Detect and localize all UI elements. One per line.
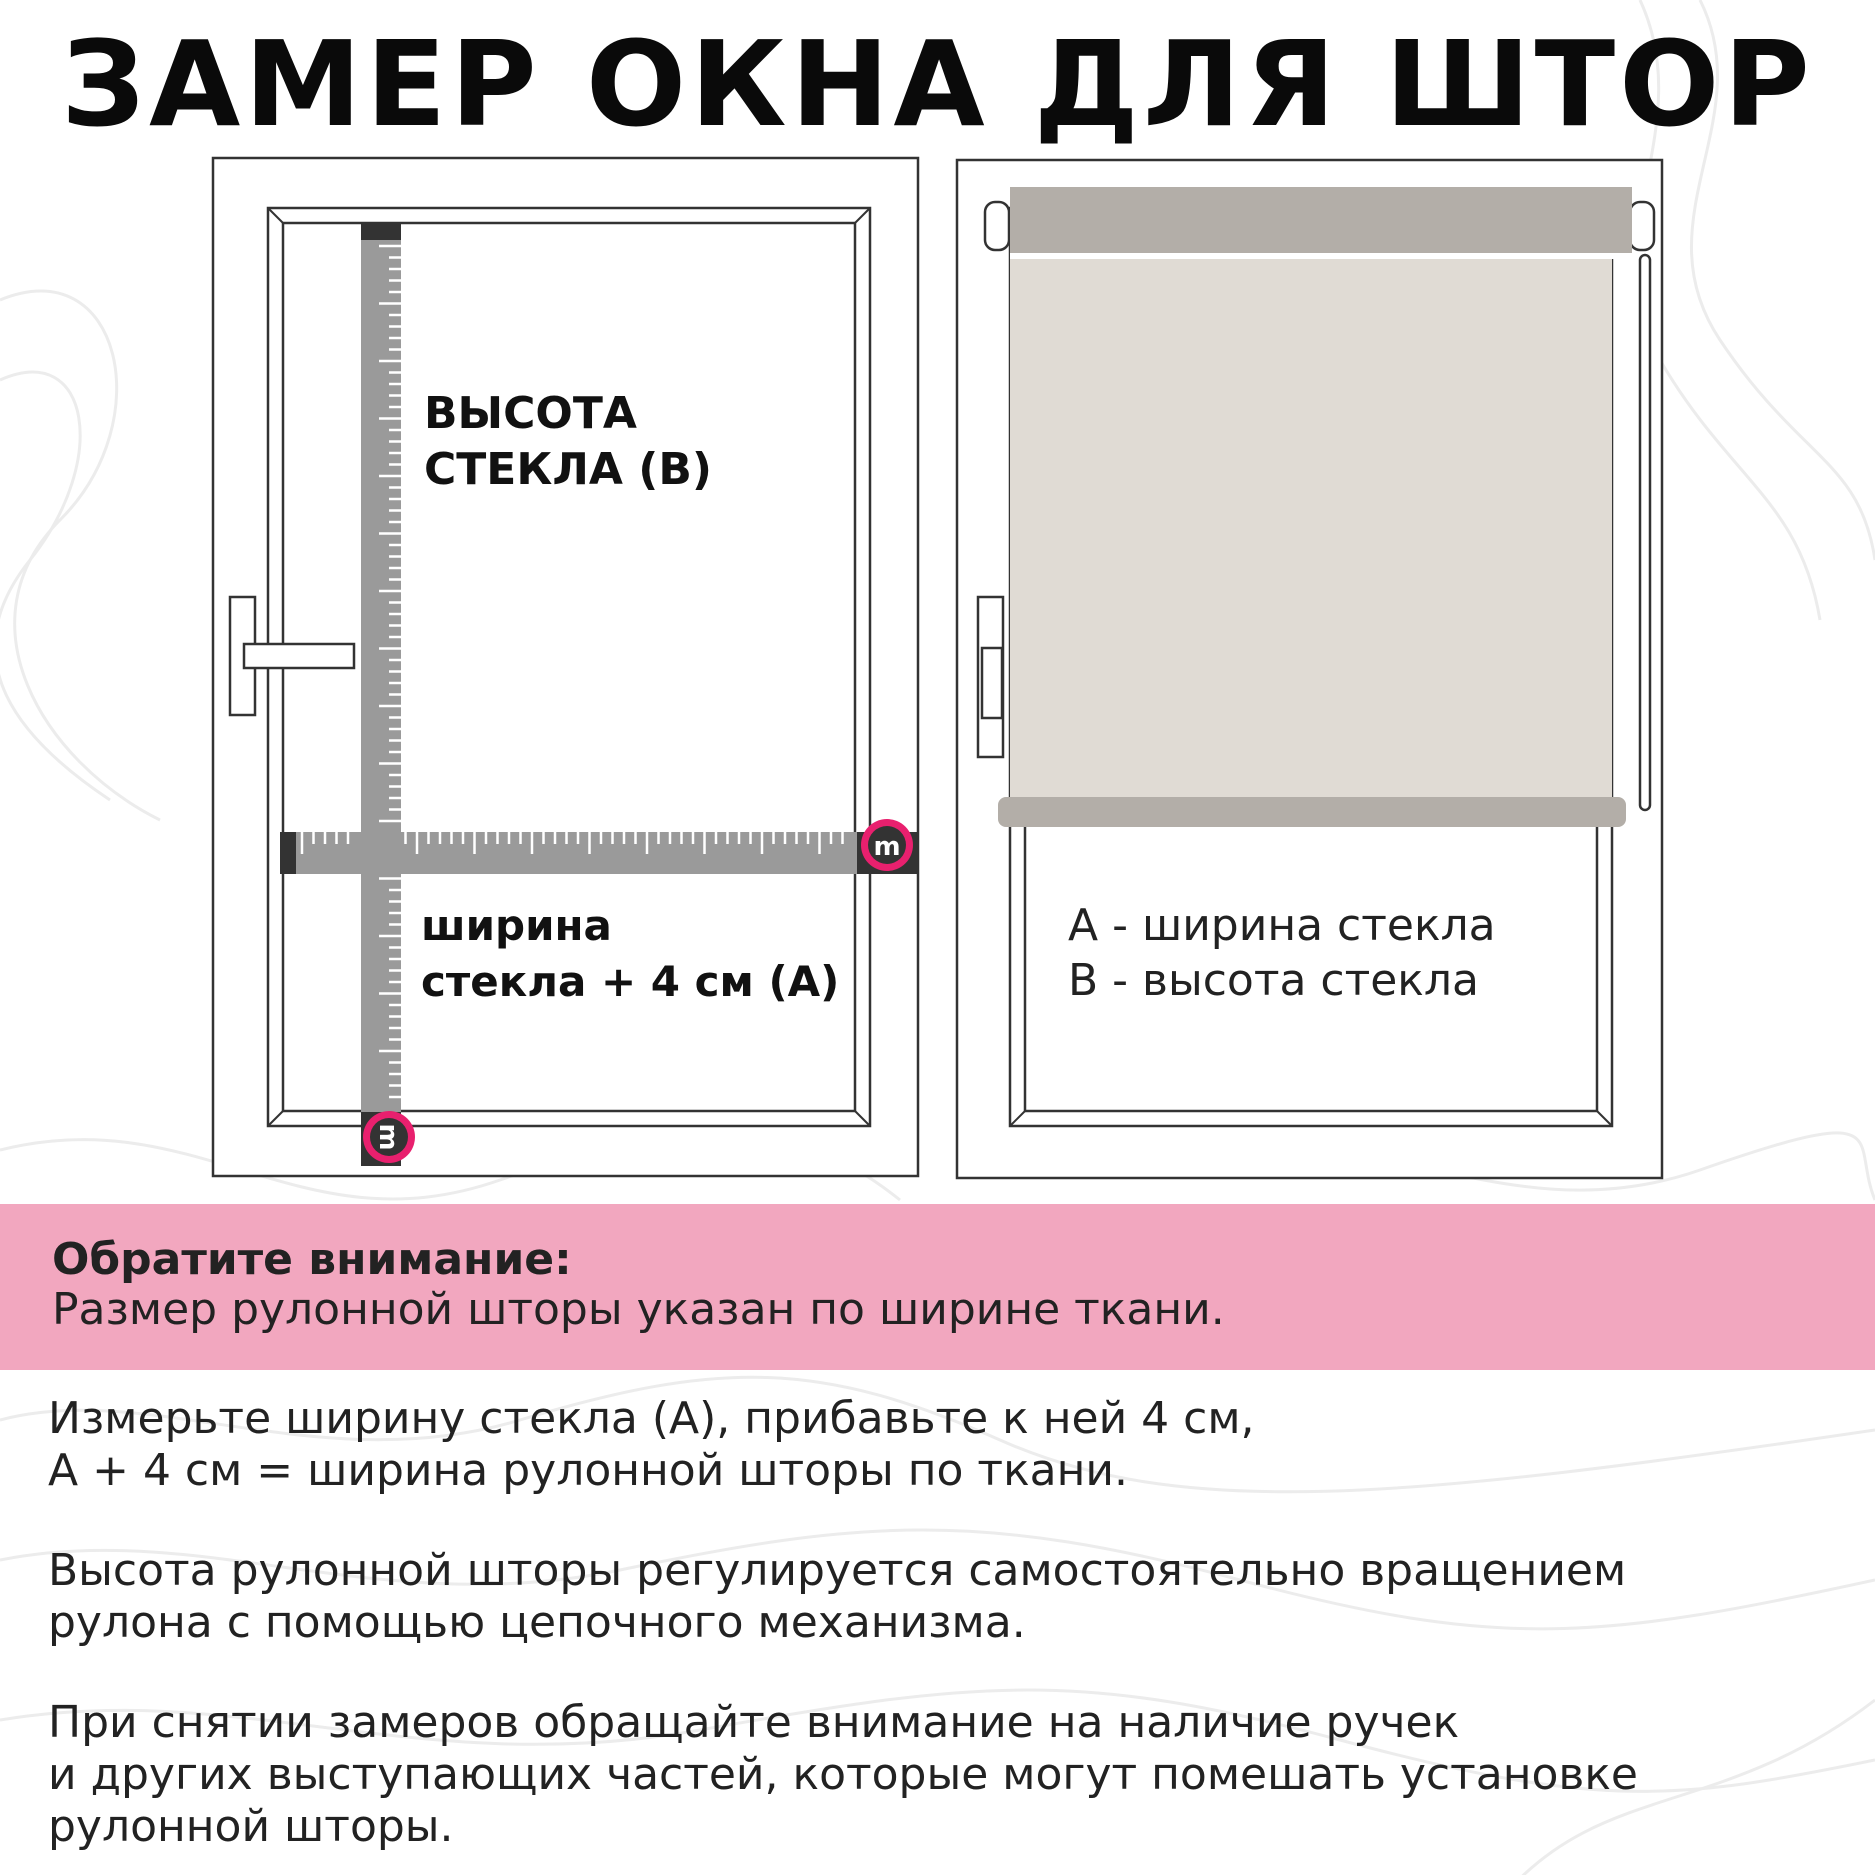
- blind-fabric: [1010, 259, 1612, 799]
- left-window: [213, 158, 918, 1176]
- legend-line-a: А - ширина стекла: [1068, 900, 1496, 951]
- width-label-line1: ширина: [421, 901, 612, 950]
- notice-heading: Обратите внимание:: [52, 1234, 572, 1285]
- horizontal-tape-end-cap: [280, 832, 296, 874]
- width-label-line2: стекла + 4 см (А): [421, 957, 840, 1006]
- instruction-line: рулонной шторы.: [48, 1801, 454, 1852]
- instruction-paragraph-3: [48, 1697, 1848, 1853]
- blind-chain: [1640, 255, 1650, 810]
- instruction-paragraph-1: [48, 1393, 1848, 1497]
- left-window-handle-lever: [244, 644, 354, 668]
- height-label-line1: ВЫСОТА: [424, 388, 637, 439]
- vertical-tape-badge-label: m: [373, 1123, 403, 1151]
- notice-text: Размер рулонной шторы указан по ширине ткани.: [52, 1284, 1225, 1335]
- instruction-line: А + 4 см = ширина рулонной шторы по ткани.: [48, 1445, 1128, 1496]
- height-label-line2: СТЕКЛА (В): [424, 444, 712, 495]
- blind-roller: [1010, 187, 1632, 255]
- vertical-tape-end-cap: [361, 224, 401, 240]
- right-window-handle-lever: [982, 648, 1002, 718]
- instruction-line: Измерьте ширину стекла (А), прибавьте к ней 4 см,: [48, 1393, 1255, 1444]
- blind-bottom-bar: [998, 797, 1626, 827]
- instruction-line: Высота рулонной шторы регулируется самостоятельно вращением: [48, 1545, 1627, 1596]
- instruction-paragraph-2: [48, 1545, 1848, 1649]
- instruction-line: рулона с помощью цепочного механизма.: [48, 1597, 1026, 1648]
- horizontal-tape-badge-label: m: [873, 832, 901, 862]
- right-window: [957, 160, 1662, 1178]
- page-title: ЗАМЕР ОКНА ДЛЯ ШТОР: [61, 15, 1814, 153]
- instruction-line: и других выступающих частей, которые могут помешать установке: [48, 1749, 1638, 1800]
- left-bracket: [985, 202, 1009, 250]
- horizontal-measuring-tape: [280, 832, 917, 874]
- right-bracket: [1630, 202, 1654, 250]
- legend-line-b: В - высота стекла: [1068, 955, 1479, 1006]
- instruction-line: При снятии замеров обращайте внимание на наличие ручек: [48, 1697, 1460, 1748]
